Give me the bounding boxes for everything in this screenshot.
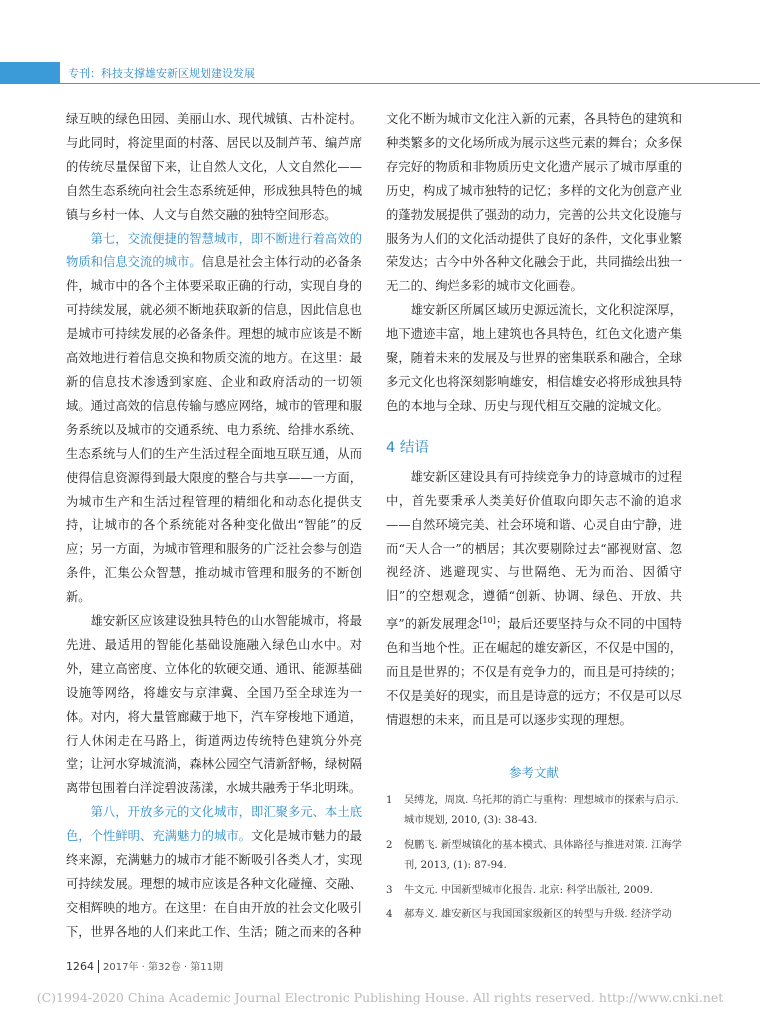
header-label: 专刊：科技支撑雄安新区规划建设发展 (68, 67, 255, 80)
right-column (386, 108, 682, 930)
conclusion-text-b: ；最后还要坚持与众不同的中国特色和当地个性。正在崛起的雄安新区，不仅是中国的，而且是世界的；不仅是有竞争力的，而且是可持续的；不仅是美好的现实，而且是诗意的远方；不仅是可以尽情遐想的未来，而且是可以逐步实现的理想。 (386, 617, 682, 727)
reference-number: 4 (386, 909, 393, 921)
citation-marker[interactable]: [10] (479, 616, 496, 626)
seventh-point-heading: 第七，交流便捷的智慧城市，即不断进行着高效的物质和信息交流的城市。 (66, 231, 362, 270)
reference-text: 吴缚龙，周岚. 乌托邦的消亡与重构：理想城市的探索与启示. 城市规划, 2010, (3): 38-43. (404, 794, 679, 827)
eighth-point-heading: 第八，开放多元的文化城市，即汇聚多元、本土底色，个性鲜明、充满魅力的城市。 (66, 805, 362, 844)
issue-info: 2017年 · 第32卷 · 第11期 (103, 962, 223, 973)
copyright-watermark: (C)1994-2020 China Academic Journal Electronic Publishing House. All rights reserved. http://www.cnki.net (36, 990, 724, 1005)
reference-number: 2 (386, 839, 393, 851)
left-paragraph-3: 雄安新区应该建设独具特色的山水智能城市，将最先进、最适用的智能化基础设施融入绿色山水中。对外，建立高密度、立体化的软硬交通、通讯、能源基础设施等网络，将雄安与京津冀、全国乃至全球连为一体。对内，将大量管廊藏于地下，汽车穿梭地下通道，行人休闲走在马路上，街道两边传统特色建筑分外亮堂；让河水穿城流淌，森林公园空气清新舒畅，绿树隔离带包围着白洋淀碧波荡漾，水城共融秀于华北明珠。 (66, 614, 362, 796)
left-column (66, 108, 362, 945)
conclusion-paragraph (386, 466, 682, 733)
reference-item (386, 881, 682, 902)
reference-text: 倪鹏飞. 新型城镇化的基本模式、具体路径与推进对策. 江海学刊, 2013, (1): 87-94. (404, 839, 682, 872)
reference-item (386, 836, 682, 877)
references-title: 参考文献 (508, 764, 559, 780)
header-rule (60, 83, 760, 85)
reference-text: 郝寿义. 雄安新区与我国国家级新区的转型与升级. 经济学动 (404, 909, 672, 921)
left-paragraph-2 (66, 228, 362, 611)
journal-header (0, 62, 760, 84)
conclusion-text-a: 雄安新区建设具有可持续竞争力的诗意城市的过程中，首先要秉承人类美好价值取向即矢志不渝的追求——自然环境完美、社会环境和谐、心灵自由宁静，进而“天人合一”的栖居；其次要剔除过去“鄙视财富、忽视经济、逃避现实、与世隔绝、无为而治、因循守旧”的空想观念，遵循“创新、协调、绿色、开放、共享”的新发展理念 (386, 469, 682, 632)
page-footer (66, 958, 223, 973)
header-accent-block (0, 62, 60, 84)
seventh-point-text: 信息是社会主体行动的必备条件，城市中的各个主体要采取正确的行动，实现自身的可持续发展，就必须不断地获取新的信息，因此信息也是城市可持续发展的必备条件。理想的城市应该是不断高效地进行着信息交换和物质交流的地方。在这里：最新的信息技术渗透到家庭、企业和政府活动的一切领域。通过高效的信息传输与感应网络，城市的管理和服务系统以及城市的交通系统、电力系统、给排水系统、生态系统与人们的生产生活过程全面地互联互通，从而使得信息资源得到最大限度的整合与共享——一方面，为城市生产和生活过程管理的精细化和动态化提供支持，让城市的各个系统能对各种变化做出“智能”的反应；另一方面，为城市管理和服务的广泛社会参与创造条件，汇集公众智慧，推动城市管理和服务的不断创新。 (66, 255, 362, 605)
reference-number: 3 (386, 884, 393, 896)
section-title: 4 结语 (386, 439, 429, 456)
right-paragraph-2: 雄安新区所属区域历史源远流长，文化积淀深厚，地下遗迹丰富，地上建筑也各具特色，红色文化遗产集聚，随着未来的发展及与世界的密集联系和融合，全球多元文化也将深刻影响雄安，相信雄安必将形成独具特色的本地与全球、历史与现代相互交融的淀城文化。 (386, 303, 682, 413)
reference-item (386, 791, 682, 832)
eighth-point-text: 文化是城市魅力的最终来源，充满魅力的城市才能不断吸引各类人才，实现可持续发展。理想的城市应该是各种文化碰撞、交融、交相辉映的地方。在这里：在自由开放的社会文化吸引下，世界各地的人们来此工作、生活；随之而来的各种 (66, 829, 362, 939)
reference-item (386, 905, 682, 926)
left-paragraph-1: 绿互映的绿色田园、美丽山水、现代城镇、古朴淀村。与此同时，将淀里面的村落、居民以及制芦苇、编芦席的传统尽量保留下来，让自然人文化，人文自然化——自然生态系统向社会生态系统延伸，形成独具特色的城镇与乡村一体、人文与自然交融的独特空间形态。 (66, 112, 362, 222)
left-paragraph-4 (66, 801, 362, 944)
right-paragraph-1: 文化不断为城市文化注入新的元素，各具特色的建筑和种类繁多的文化场所成为展示这些元素的舞台；众多保存完好的物质和非物质历史文化遗产展示了城市厚重的历史，构成了城市独特的记忆；多样的文化为创意产业的蓬勃发展提供了强劲的动力，完善的公共文化设施与服务为人们的文化活动提供了良好的条件，文化事业繁荣发达；古今中外各种文化融会于此，共同描绘出独一无二的、绚烂多彩的城市文化画卷。 (386, 112, 682, 294)
page-number: 1264 (66, 960, 99, 973)
reference-number: 1 (386, 794, 393, 806)
reference-text: 牛文元. 中国新型城市化报告. 北京: 科学出版社, 2009. (404, 884, 653, 896)
